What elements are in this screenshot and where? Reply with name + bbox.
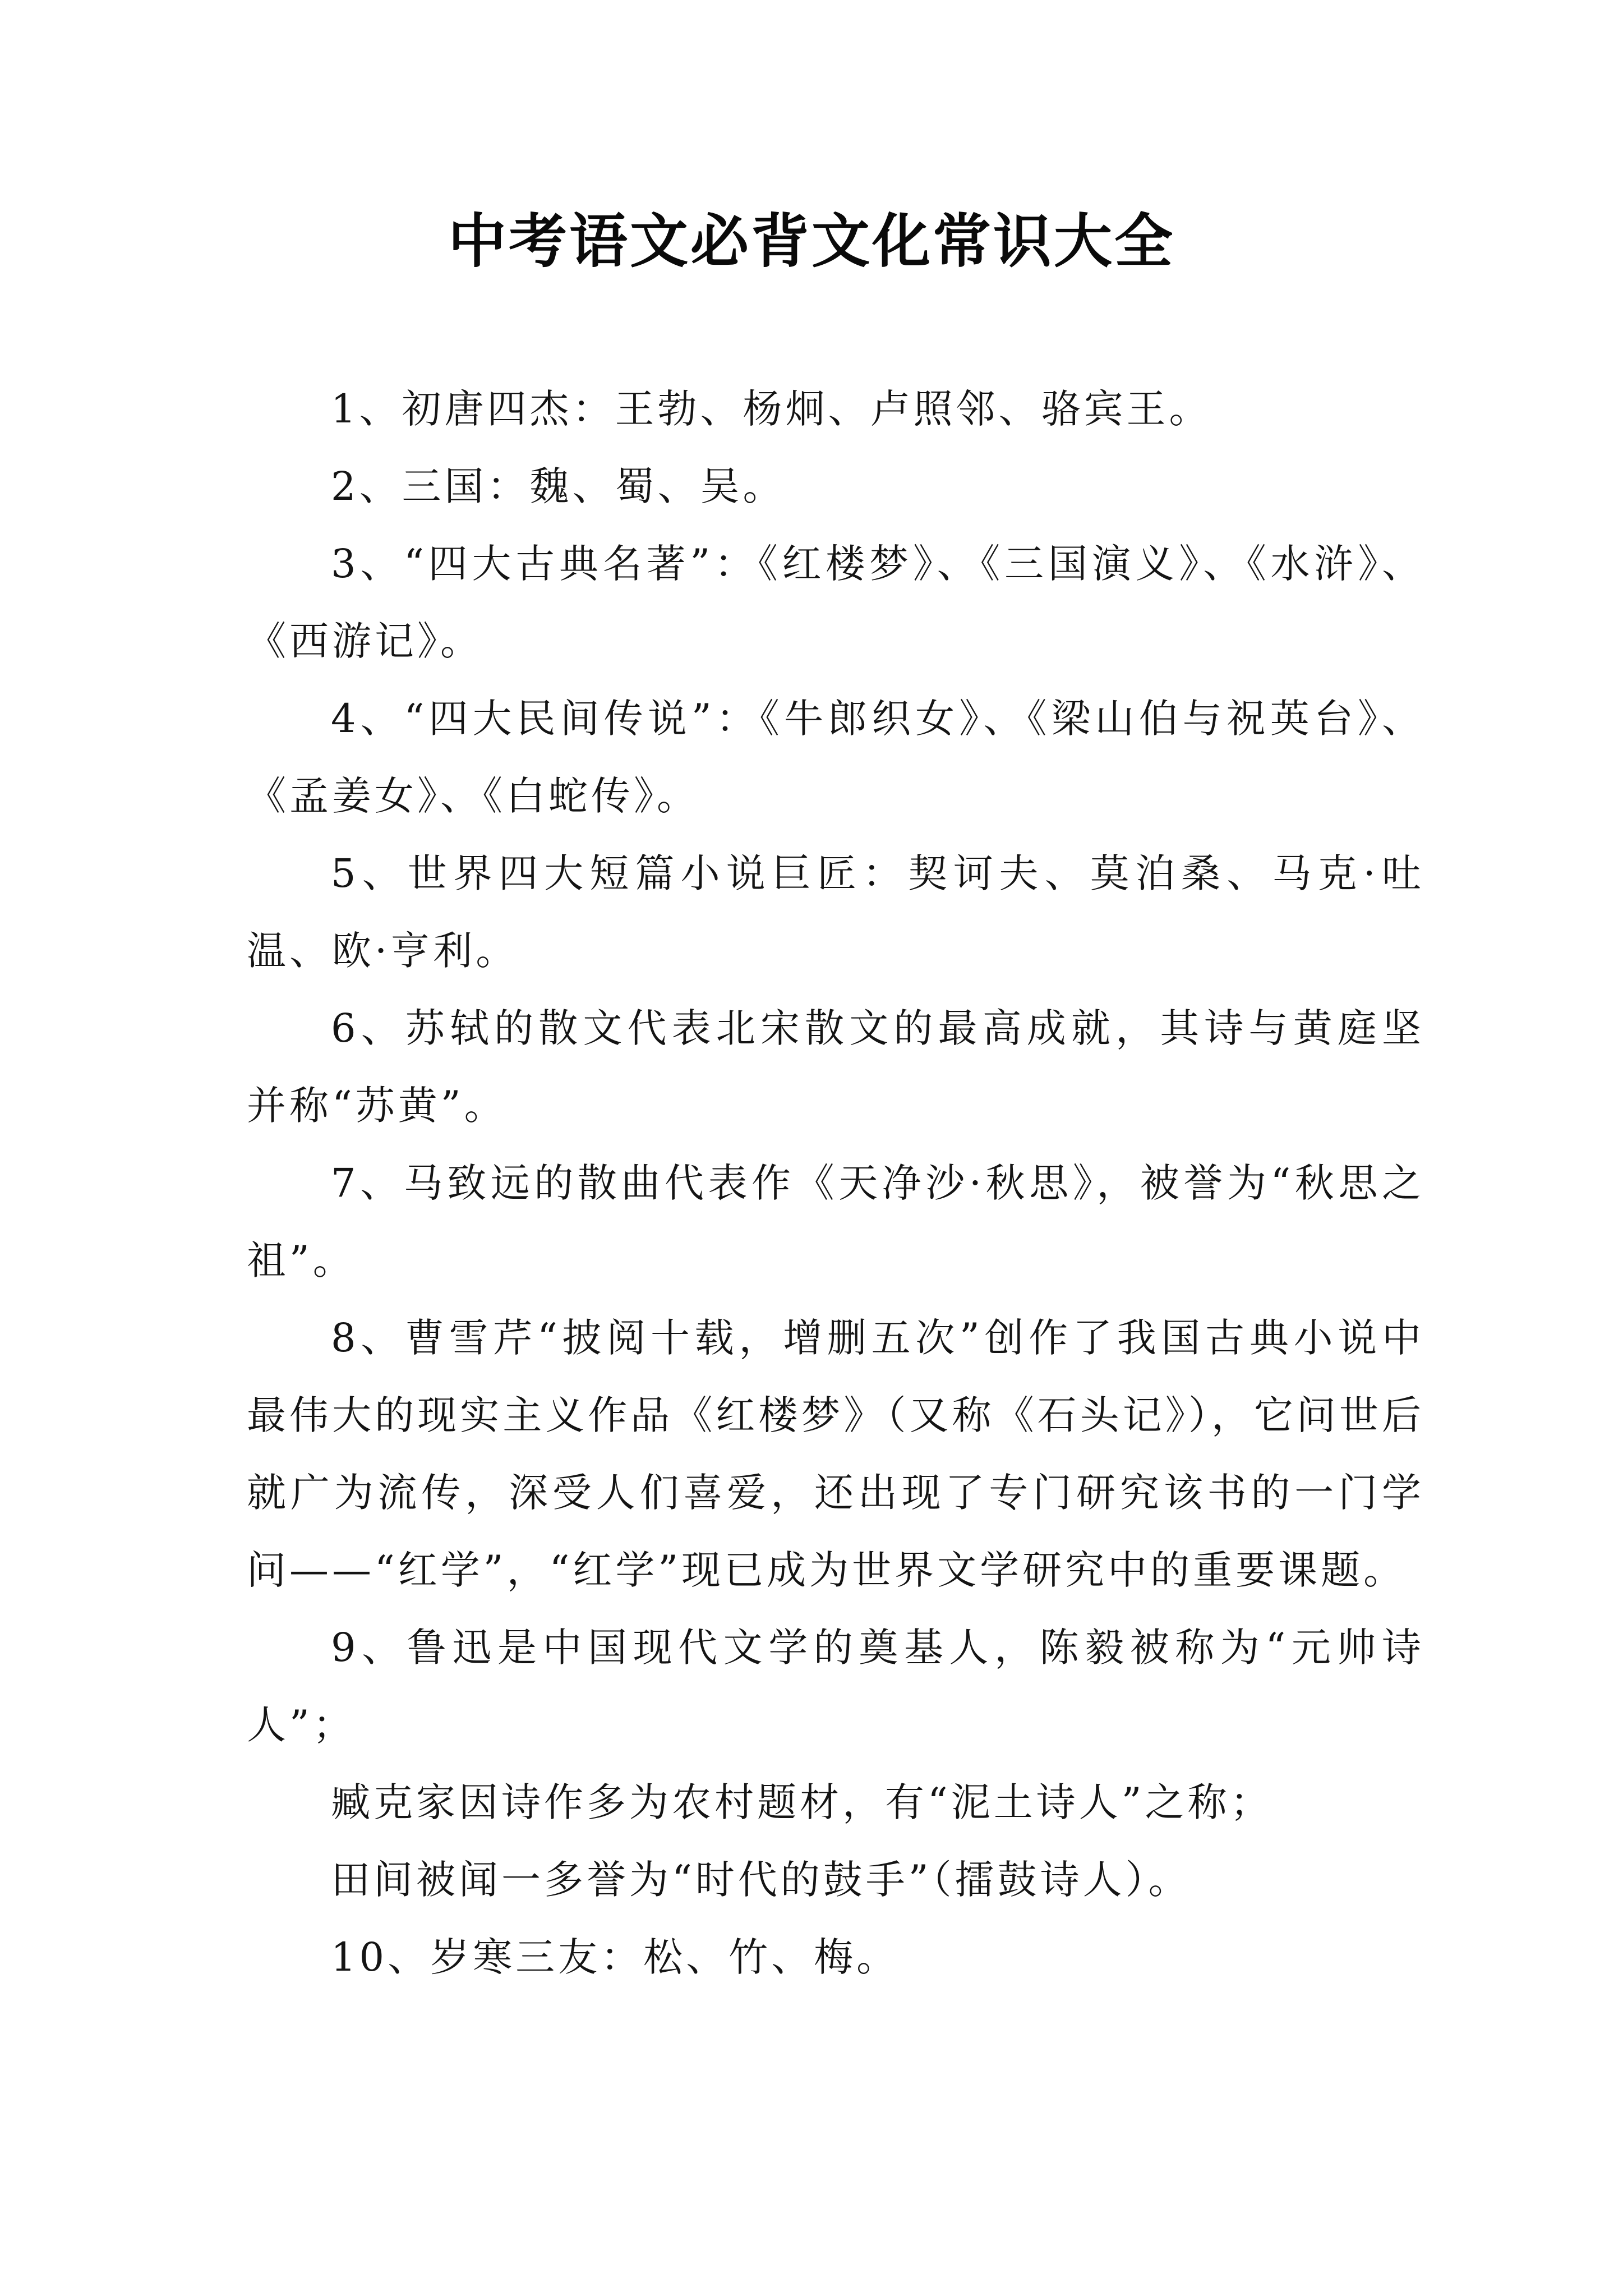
document-body xyxy=(247,370,1424,1996)
paragraph-7: 7、马致远的散曲代表作《天净沙·秋思》，被誉为“秋思之祖”。 xyxy=(247,1160,1424,1283)
paragraph-4: 4、“四大民间传说”：《牛郎织女》、《梁山伯与祝英台》、《孟姜女》、《白蛇传》。 xyxy=(247,696,1424,819)
paragraph-5: 5、世界四大短篇小说巨匠：契诃夫、莫泊桑、马克·吐温、欧·亨利。 xyxy=(247,850,1424,974)
paragraph-6: 6、苏轼的散文代表北宋散文的最高成就，其诗与黄庭坚并称“苏黄”。 xyxy=(247,1005,1424,1129)
paragraph-9-continued-a: 臧克家因诗作多为农村题材，有“泥土诗人”之称； xyxy=(331,1779,1273,1825)
paragraph-2: 2、三国：魏、蜀、吴。 xyxy=(331,463,786,509)
paragraph-1: 1、初唐四杰：王勃、杨炯、卢照邻、骆宾王。 xyxy=(331,386,1212,432)
paragraph-8: 8、曹雪芹“披阅十载，增删五次”创作了我国古典小说中最伟大的现实主义作品《红楼梦》（又称《石头记》），它问世后就广为流传，深受人们喜爱，还出现了专门研究该书的一门学问——“红学”，“红学”现已成为世界文学研究中的重要课题。 xyxy=(247,1315,1424,1593)
paragraph-9: 9、鲁迅是中国现代文学的奠基人，陈毅被称为“元帅诗人”； xyxy=(247,1625,1424,1748)
paragraph-10: 10、岁寒三友：松、竹、梅。 xyxy=(331,1934,900,1980)
document-title: 中考语文必背文化常识大全 xyxy=(448,206,1175,275)
paragraph-3: 3、“四大古典名著”：《红楼梦》、《三国演义》、《水浒》、《西游记》。 xyxy=(247,541,1424,664)
paragraph-9-continued-b: 田间被闻一多誉为“时代的鼓手”（擂鼓诗人）。 xyxy=(331,1857,1191,1903)
